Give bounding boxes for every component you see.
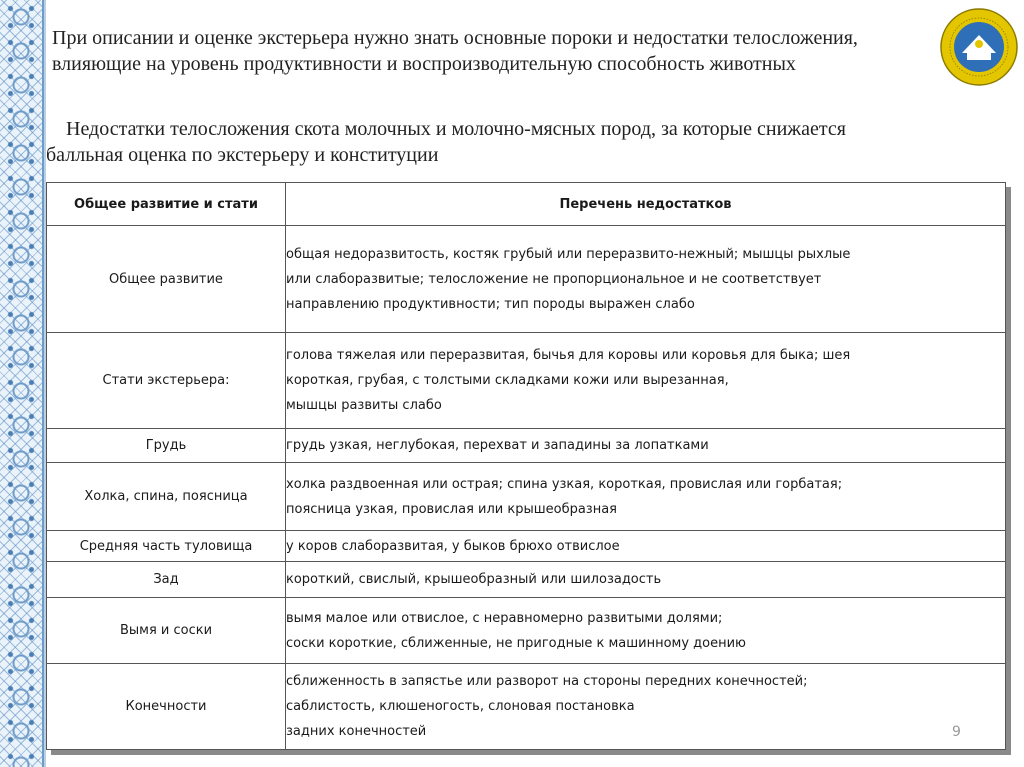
table-row xyxy=(47,333,1006,429)
defect-list xyxy=(286,226,1006,333)
defect-line: или слаборазвитые; телосложение не пропорциональное и не соответствует xyxy=(286,271,822,287)
defect-list xyxy=(286,429,1006,463)
defect-line: короткая, грубая, с толстыми складками кожи или вырезанная, xyxy=(286,373,729,388)
defect-line: соски короткие, сближенные, не пригодные к машинному доению xyxy=(286,635,747,651)
table-row xyxy=(47,598,1006,664)
defect-list xyxy=(286,333,1006,429)
defects-table xyxy=(46,182,1006,750)
slide-heading: При описании и оценке экстерьера нужно знать основные пороки и недостатки телосложения, влияющие на уровень продуктивности и воспроизводительную способность животных xyxy=(52,27,858,75)
table-caption xyxy=(46,116,996,168)
trait-label: Грудь xyxy=(47,429,286,463)
defect-line: вымя малое или отвислое, с неравномерно развитыми долями; xyxy=(286,610,723,626)
table-row xyxy=(47,429,1006,463)
trait-label: Средняя часть туловища xyxy=(47,531,286,562)
defect-line: общая недоразвитость, костяк грубый или переразвито-нежный; мышцы рыхлые xyxy=(286,246,851,262)
ornament-border xyxy=(0,0,44,767)
defect-list xyxy=(286,463,1006,531)
slide xyxy=(46,0,1024,767)
university-emblem-icon xyxy=(940,8,1018,86)
trait-label: Стати экстерьера: xyxy=(47,333,286,429)
column-header-traits: Общее развитие и стати xyxy=(47,183,286,226)
table-row xyxy=(47,531,1006,562)
defect-list xyxy=(286,531,1006,562)
defect-line: грудь узкая, неглубокая, перехват и западины за лопатками xyxy=(286,438,709,453)
defect-line: поясница узкая, провислая или крышеобразная xyxy=(286,501,618,517)
table-row xyxy=(47,463,1006,531)
table-row xyxy=(47,562,1006,598)
defect-list xyxy=(286,562,1006,598)
table-row xyxy=(47,664,1006,750)
trait-label: Холка, спина, поясница xyxy=(47,463,286,531)
defect-line: мышцы развиты слабо xyxy=(286,398,442,413)
table-header-row xyxy=(47,183,1006,226)
trait-label: Общее развитие xyxy=(47,226,286,333)
defect-line: короткий, свислый, крышеобразный или шилозадость xyxy=(286,572,662,587)
defect-line: голова тяжелая или переразвитая, бычья для коровы или коровья для быка; шея xyxy=(286,348,851,363)
defect-list xyxy=(286,664,1006,750)
defect-line: у коров слаборазвитая, у быков брюхо отвислое xyxy=(286,538,620,554)
defect-line: холка раздвоенная или острая; спина узкая, короткая, провислая или горбатая; xyxy=(286,476,843,492)
trait-label: Вымя и соски xyxy=(47,598,286,664)
defect-list xyxy=(286,598,1006,664)
page-number: 9 xyxy=(952,724,961,740)
table-row xyxy=(47,226,1006,333)
trait-label: Конечности xyxy=(47,664,286,750)
defect-line: саблистость, клюшеногость, слоновая постановка xyxy=(286,699,635,714)
trait-label: Зад xyxy=(47,562,286,598)
defect-line: задних конечностей xyxy=(286,724,427,739)
table-caption-line-1: Недостатки телосложения скота молочных и молочно-мясных пород, за которые снижается xyxy=(66,118,846,140)
column-header-defects: Перечень недостатков xyxy=(286,183,1006,226)
defect-line: направлению продуктивности; тип породы выражен слабо xyxy=(286,296,695,312)
defect-line: сближенность в запястье или разворот на стороны передних конечностей; xyxy=(286,674,808,689)
table-caption-line-2: балльная оценка по экстерьеру и конституции xyxy=(46,144,439,166)
